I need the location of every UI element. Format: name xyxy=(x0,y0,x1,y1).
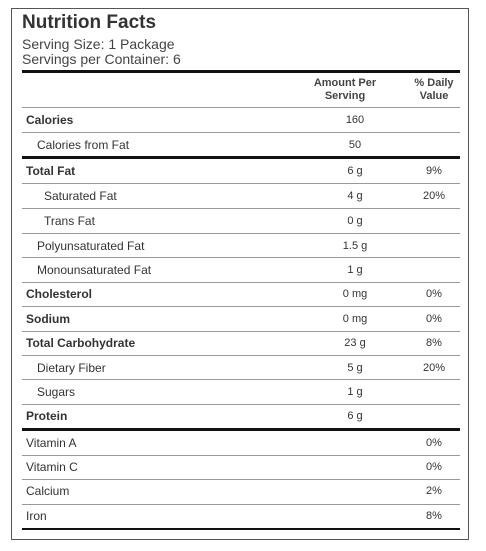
nutrient-label: Protein xyxy=(26,409,68,423)
nutrient-amount: 1 g xyxy=(347,386,363,398)
table-row xyxy=(22,307,460,331)
nutrition-facts-panel xyxy=(11,8,469,540)
nutrient-label: Total Fat xyxy=(26,164,76,178)
table-row xyxy=(22,234,460,258)
vitamin-label: Iron xyxy=(26,509,47,523)
nutrient-amount: 1 g xyxy=(347,264,363,276)
top-divider xyxy=(22,70,460,73)
vitamin-daily-value: 0% xyxy=(426,461,442,473)
nutrient-amount: 23 g xyxy=(344,337,366,349)
amount-per-serving-header: Amount Per Serving xyxy=(313,77,377,102)
vitamin-label: Vitamin A xyxy=(26,436,77,450)
nutrient-label: Calories xyxy=(26,113,74,127)
nutrient-amount: 6 g xyxy=(347,165,363,177)
daily-value-header: % Daily Value xyxy=(414,77,454,102)
nutrient-label: Monounsaturated Fat xyxy=(37,263,152,277)
nutrient-daily-value: 0% xyxy=(426,288,442,300)
table-row xyxy=(22,380,460,404)
table-row xyxy=(22,108,460,132)
table-row xyxy=(22,331,460,355)
nutrient-amount: 0 g xyxy=(347,215,363,227)
nutrient-amount: 50 xyxy=(348,139,362,151)
nutrient-label: Saturated Fat xyxy=(44,189,117,203)
nutrient-amount: 0 mg xyxy=(342,313,368,325)
nutrient-amount: 6 g xyxy=(347,410,363,422)
table-row xyxy=(22,404,460,428)
table-row xyxy=(22,504,460,528)
vitamin-daily-value: 2% xyxy=(426,485,442,497)
nutrient-daily-value: 20% xyxy=(422,362,446,374)
nutrient-label: Sugars xyxy=(37,385,76,399)
table-row xyxy=(22,159,460,183)
servings-per-container: Servings per Container: 6 xyxy=(22,51,181,67)
nutrient-label: Trans Fat xyxy=(44,214,95,228)
nutrient-amount: 160 xyxy=(345,114,365,126)
nutrient-daily-value: 8% xyxy=(426,337,442,349)
nutrient-label: Sodium xyxy=(26,312,70,326)
vitamin-daily-value: 8% xyxy=(426,510,442,522)
nutrient-label: Dietary Fiber xyxy=(37,361,106,375)
nutrient-daily-value: 0% xyxy=(426,313,442,325)
table-row xyxy=(22,133,460,157)
nutrient-label: Polyunsaturated Fat xyxy=(37,239,145,253)
vitamin-daily-value: 0% xyxy=(426,437,442,449)
nutrient-amount: 5 g xyxy=(347,362,363,374)
table-row xyxy=(22,209,460,233)
table-row xyxy=(22,356,460,380)
table-row xyxy=(22,431,460,455)
table-row xyxy=(22,184,460,208)
nutrient-daily-value: 20% xyxy=(422,190,446,202)
panel-title: Nutrition Facts xyxy=(22,12,157,33)
nutrient-amount: 1.5 g xyxy=(342,240,368,252)
nutrient-label: Calories from Fat xyxy=(37,138,130,152)
table-row xyxy=(22,258,460,282)
table-row xyxy=(22,455,460,479)
nutrient-amount: 4 g xyxy=(347,190,363,202)
nutrient-label: Cholesterol xyxy=(26,287,93,301)
nutrient-label: Total Carbohydrate xyxy=(26,336,136,350)
nutrient-daily-value: 9% xyxy=(426,165,442,177)
bottom-divider xyxy=(22,528,460,530)
nutrient-amount: 0 mg xyxy=(342,288,368,300)
table-row xyxy=(22,282,460,306)
vitamin-label: Calcium xyxy=(26,484,70,498)
serving-size: Serving Size: 1 Package xyxy=(22,36,175,52)
table-row xyxy=(22,479,460,503)
vitamin-label: Vitamin C xyxy=(26,460,78,474)
